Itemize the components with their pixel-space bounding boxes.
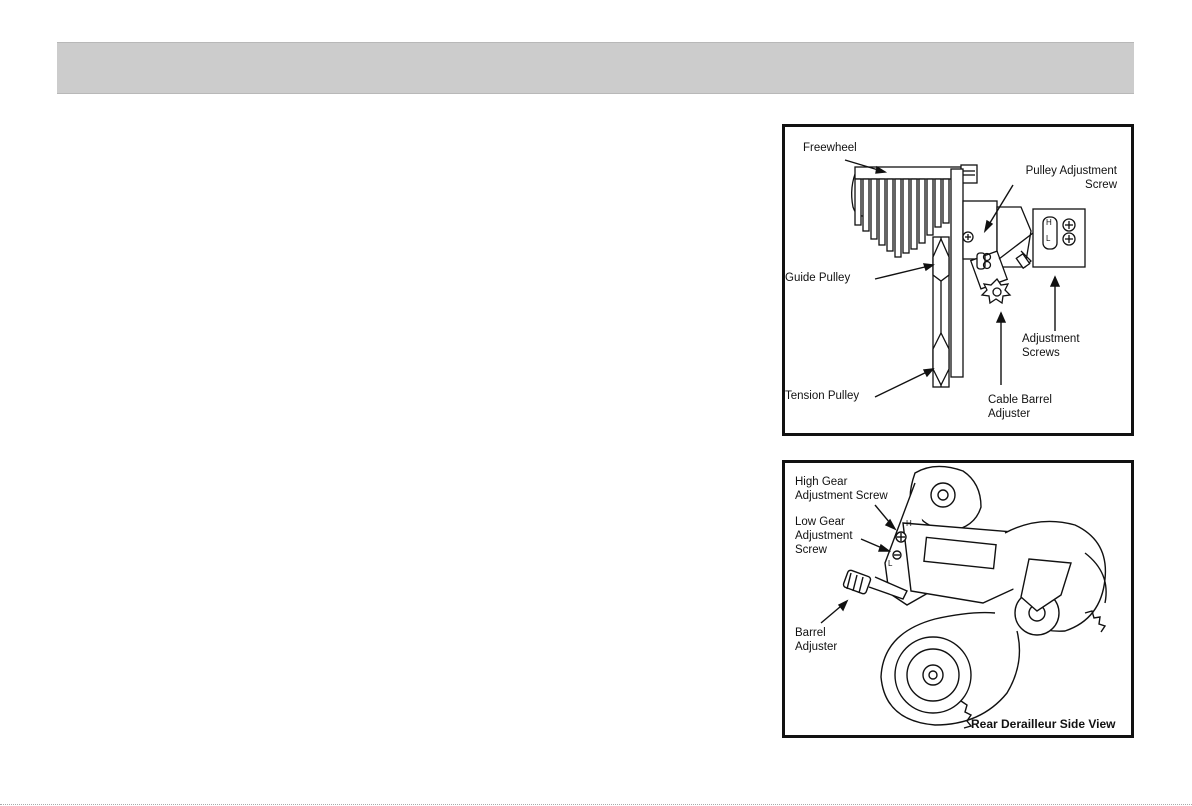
label-adjustment-screws (1022, 332, 1080, 360)
label-barrel-line2: Adjuster (795, 641, 838, 653)
label-pulley-adjustment-line1: Pulley Adjustment (1025, 165, 1117, 177)
label-low-gear-line1: Low Gear (795, 516, 845, 528)
label-pulley-adjustment-screw (1005, 164, 1117, 192)
label-low-gear-line3: Screw (795, 544, 827, 556)
label-high-gear-line2: Adjustment Screw (795, 490, 888, 502)
inset-mark-high: H (1046, 218, 1052, 227)
figure-caption: Rear Derailleur Side View (971, 717, 1116, 731)
label-low-gear-adjustment-screw (795, 515, 853, 557)
derailleur-front-view-figure (782, 124, 1134, 436)
label-barrel-line1: Barrel (795, 627, 826, 639)
inset-mark-low: L (1046, 234, 1051, 243)
label-cable-barrel-adjuster (988, 393, 1052, 421)
mount-bolt (931, 483, 955, 507)
mark-high: H (906, 519, 912, 528)
label-freewheel: Freewheel (803, 142, 857, 154)
label-high-gear-adjustment-screw (795, 475, 888, 503)
label-barrel-adjuster (795, 626, 837, 654)
label-tension-pulley: Tension Pulley (785, 390, 860, 402)
adjustment-screws-inset (1033, 209, 1085, 267)
derailleur-side-view-drawing (785, 463, 1131, 735)
barrel-adjuster-knob (843, 569, 872, 594)
label-low-gear-line2: Adjustment (795, 530, 853, 542)
label-adjustment-screws-line2: Screws (1022, 347, 1060, 359)
label-adjustment-screws-line1: Adjustment (1022, 333, 1080, 345)
mark-low: L (888, 559, 893, 568)
label-cable-barrel-line2: Adjuster (988, 408, 1031, 420)
derailleur-side-view-figure (782, 460, 1134, 738)
header-bar (57, 42, 1134, 94)
label-pulley-adjustment-line2: Screw (1085, 179, 1117, 191)
label-cable-barrel-line1: Cable Barrel (988, 394, 1052, 406)
bottom-divider (0, 804, 1192, 805)
derailleur-hanger (951, 169, 963, 377)
label-guide-pulley: Guide Pulley (785, 272, 851, 284)
label-high-gear-line1: High Gear (795, 476, 848, 488)
